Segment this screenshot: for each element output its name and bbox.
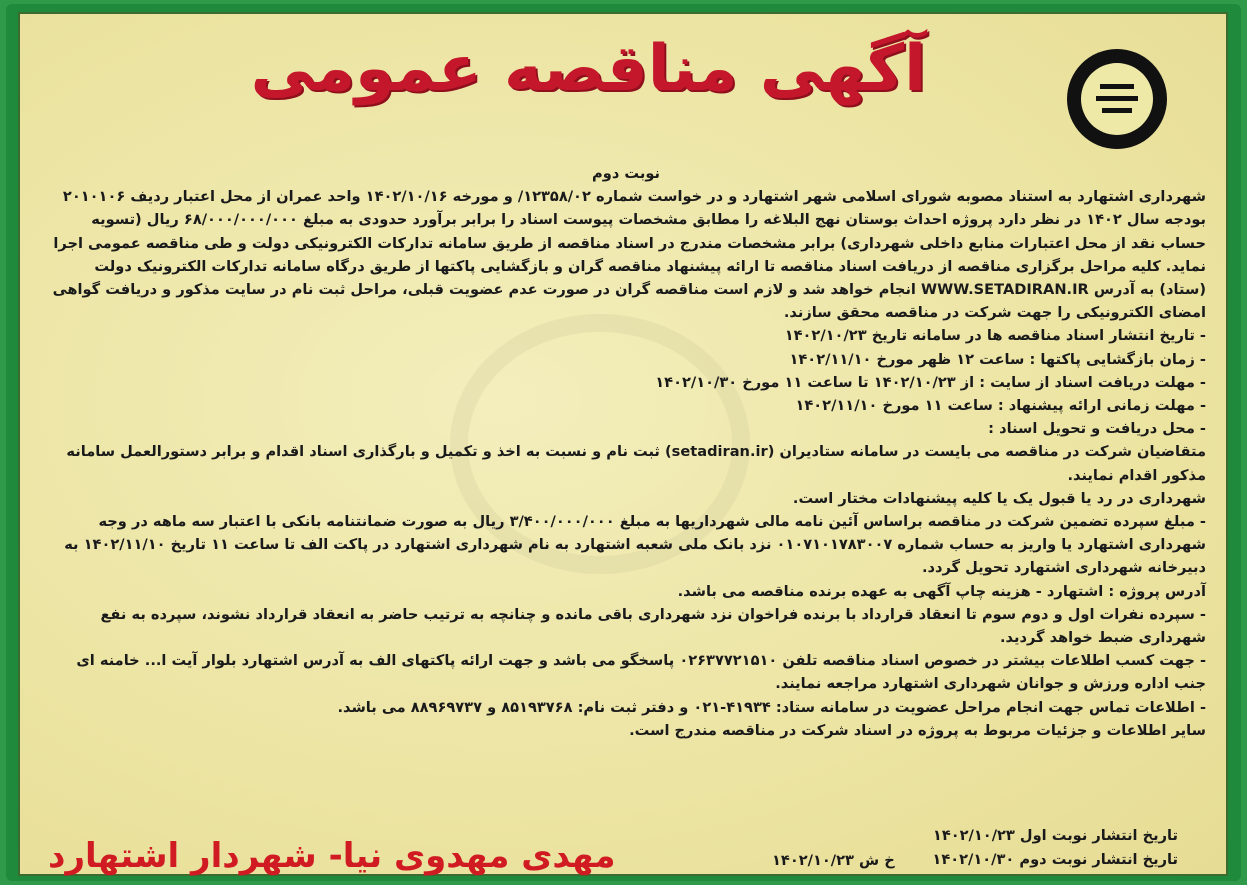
mayor-signature: مهدی مهدوی نیا- شهردار اشتهارد: [48, 836, 616, 876]
applicant-instructions: متقاضیان شرکت در مناقصه می بایست در سامانه ستادیران (setadiran.ir) ثبت نام و نسبت به اخذ و تکمیل و بارگذاری اسناد اقدام و برابر دستورالعمل سامانه مذکور اقدام نمایند.: [66, 443, 1206, 484]
item-publish-date: - تاریخ انتشار اسناد مناقصه ها در سامانه تاریخ ۱۴۰۲/۱۰/۲۳: [784, 327, 1206, 345]
round-label: نوبت دوم: [592, 165, 660, 182]
first-publication-date: تاریخ انتشار نوبت اول ۱۴۰۲/۱۰/۲۳: [932, 827, 1178, 844]
other-info: سایر اطلاعات و جزئیات مربوط به پروژه در اسناد شرکت در مناقصه مندرج است.: [629, 721, 1206, 739]
reference-code: خ ش ۱۴۰۲/۱۰/۲۳: [772, 852, 895, 869]
winner-deposit-clause: - سپرده نفرات اول و دوم سوم تا انعقاد قرارداد با برنده فراخوان نزد شهرداری باقی مانده و چنانچه به ترتیب حاضر به انعقاد قرارداد نشوند، سپرده به نفع شهرداری ضبط خواهد گردید.: [100, 605, 1206, 647]
municipality-logo-icon: [1062, 44, 1172, 154]
notice-title: آگهی مناقصه عمومی: [250, 32, 926, 106]
project-address: آدرس پروژه : اشتهارد - هزینه چاپ آگهی به عهده برنده مناقصه می باشد.: [677, 582, 1206, 600]
notice-body: [46, 162, 1206, 742]
contact-info: - جهت کسب اطلاعات بیشتر در خصوص اسناد مناقصه تلفن ۰۲۶۳۷۷۲۱۵۱۰ پاسخگو می باشد و جهت ارائه پاکتهای الف به آدرس اشتهارد بلوار آیت ا... خامنه ای جنب اداره ورزش و جوانان شهرداری اشتهارد مراجعه نمایند.: [76, 652, 1206, 693]
item-opening-time: - زمان بازگشایی پاکتها : ساعت ۱۲ ظهر مورخ ۱۴۰۲/۱۱/۱۰: [789, 350, 1206, 368]
setad-contact: - اطلاعات تماس جهت انجام مراحل عضویت در سامانه ستاد: ۴۱۹۳۴-۰۲۱ و دفتر ثبت نام: ۸۵۱۹۳۷۶۸ و ۸۸۹۶۹۷۳۷ می باشد.: [337, 698, 1206, 716]
item-doc-deadline: - مهلت دریافت اسناد از سایت : از ۱۴۰۲/۱۰/۲۳ تا ساعت ۱۱ مورخ ۱۴۰۲/۱۰/۳۰: [655, 373, 1206, 391]
second-publication-date: تاریخ انتشار نوبت دوم ۱۴۰۲/۱۰/۳۰: [932, 851, 1178, 868]
deposit-clause: - مبلغ سپرده تضمین شرکت در مناقصه براساس آئین نامه مالی شهرداریها به مبلغ ۳/۴۰۰/۰۰۰/۰۰۰ ریال به صورت ضمانتنامه بانکی با اعتبار سه ماهه در وجه شهرداری اشتهارد یا واریز به حساب شماره ۰۱۰۷۱۰۱۷۸۳۰۰۷ نزد بانک ملی شعبه اشتهارد به نام شهرداری اشتهارد در پاکت الف تا ساعت ۱۱ تاریخ ۱۴۰۲/۱۱/۱۰ به دبیرخانه شهرداری اشتهارد تحویل گردد.: [64, 513, 1206, 577]
item-doc-location: - محل دریافت و تحویل اسناد :: [988, 420, 1206, 438]
page-border: [6, 4, 1241, 881]
notice-paper: [18, 12, 1228, 876]
item-offer-deadline: - مهلت زمانی ارائه پیشنهاد : ساعت ۱۱ مورخ ۱۴۰۲/۱۱/۱۰: [795, 397, 1206, 415]
publication-dates: [932, 824, 1178, 872]
rejection-clause: شهرداری در رد یا قبول یک یا کلیه پیشنهادات مختار است.: [792, 489, 1206, 507]
intro-paragraph: شهرداری اشتهارد به استناد مصوبه شورای اسلامی شهر اشتهارد و در خواست شماره ۱۲۳۵۸/۰۲/ و مورخه ۱۴۰۲/۱۰/۱۶ واحد عمران از محل اعتبار ردیف ۲۰۱۰۱۰۶ بودجه سال ۱۴۰۲ در نظر دارد پروژه احداث بوستان نهج البلاغه را مطابق مشخصات پیوست اسناد را برابر برآورد حدودی به مبلغ ۶۸/۰۰۰/۰۰۰/۰۰۰ ریال (تسویه حساب نقد از محل اعتبارات منابع داخلی شهرداری) برابر مشخصات مندرج در اسناد مناقصه از طریق سامانه تدارکات الکترونیکی دولت و طی مناقصه عمومی اجرا نماید. کلیه مراحل برگزاری مناقصه از دریافت اسناد مناقصه تا ارائه پیشنهاد مناقصه گران و بازگشایی پاکتها از طریق درگاه سامانه تدارکات الکترونیک دولت (ستاد) به آدرس WWW.SETADIRAN.IR انجام خواهد شد و لازم است مناقصه گران در صورت عدم عضویت قبلی، مراحل ثبت نام در سایت مذکور و دریافت گواهی امضای الکترونیکی را جهت شرکت در مناقصه محقق سازند.: [52, 188, 1206, 322]
